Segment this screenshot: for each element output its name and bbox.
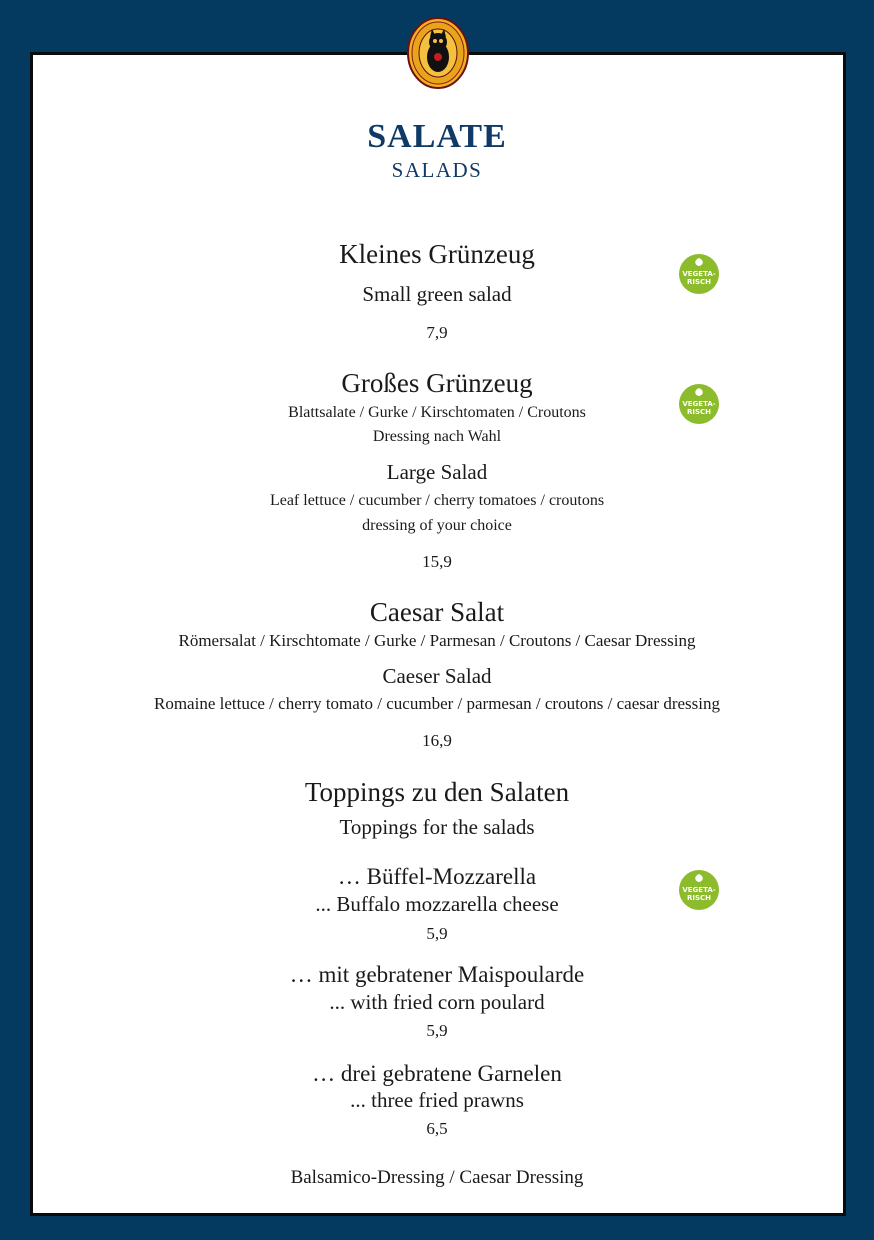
topping-title: … mit gebratener Maispoularde [289, 962, 585, 987]
toppings-title-en: Toppings for the salads [339, 815, 535, 839]
item-description-en: dressing of your choice [362, 517, 512, 534]
item-title: Großes Grünzeug [341, 368, 533, 398]
item-title: Kleines Grünzeug [339, 239, 535, 269]
item-description: Römersalat / Kirschtomate / Gurke / Parmesan / Croutons / Caesar Dressing [178, 631, 696, 650]
topping-title-en: ... Buffalo mozzarella cheese [315, 892, 559, 916]
item-description-en: Romaine lettuce / cherry tomato / cucumber / parmesan / croutons / caesar dressing [154, 694, 720, 713]
page-title: SALATE [367, 118, 507, 155]
item-price: 7,9 [426, 323, 448, 342]
topping-price: 5,9 [426, 1021, 448, 1040]
topping-price: 5,9 [426, 924, 448, 943]
topping-title-en: ... three fried prawns [350, 1088, 524, 1112]
svg-text:VEGETA-: VEGETA- [682, 400, 716, 408]
item-price: 16,9 [422, 731, 452, 750]
restaurant-logo [407, 17, 469, 89]
svg-text:VEGETA-: VEGETA- [682, 270, 716, 278]
item-title-en: Large Salad [386, 460, 488, 484]
svg-text:RISCH: RISCH [686, 408, 712, 416]
topping-price: 6,5 [426, 1119, 448, 1138]
item-description: Dressing nach Wahl [372, 428, 502, 445]
item-description: Blattsalate / Gurke / Kirschtomaten / Croutons [288, 404, 586, 421]
svg-text:VEGETA-: VEGETA- [682, 886, 716, 894]
dressing-options: Balsamico-Dressing / Caesar Dressing [290, 1167, 584, 1188]
toppings-title: Toppings zu den Salaten [304, 777, 570, 807]
topping-title-en: ... with fried corn poulard [329, 990, 545, 1014]
page-subtitle: SALADS [391, 158, 483, 182]
topping-title: … drei gebratene Garnelen [312, 1061, 562, 1086]
vegetarian-badge-icon [678, 383, 720, 425]
vegetarian-badge-icon [678, 869, 720, 911]
item-title-en: Caeser Salad [382, 664, 492, 688]
topping-title: … Büffel-Mozzarella [337, 864, 537, 889]
svg-text:RISCH: RISCH [686, 894, 712, 902]
item-title-en: Small green salad [362, 282, 512, 306]
item-price: 15,9 [422, 552, 452, 571]
item-title: Caesar Salat [369, 597, 505, 627]
svg-text:RISCH: RISCH [686, 278, 712, 286]
vegetarian-badge-icon [678, 253, 720, 295]
item-description-en: Leaf lettuce / cucumber / cherry tomatoes / croutons [269, 492, 605, 509]
